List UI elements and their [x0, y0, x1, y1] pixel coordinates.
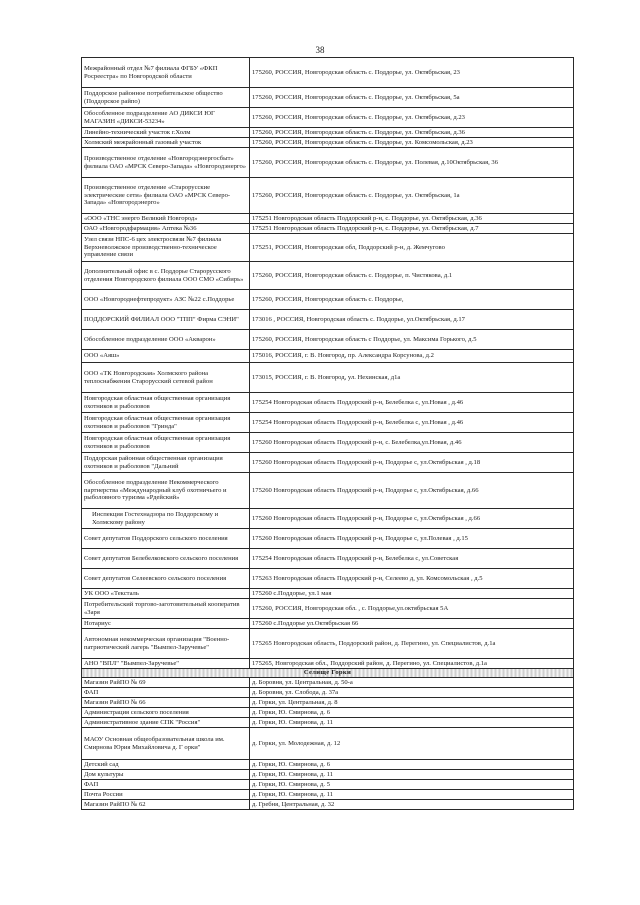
table-row — [82, 138, 574, 148]
organization-name-cell: ФАП — [82, 780, 250, 790]
section-header: Селище Горки — [82, 669, 574, 678]
address-cell: д. Горки, Ю. Смирнова, д. 11 — [250, 718, 574, 728]
organization-name-cell: Нотариус — [82, 619, 250, 629]
organization-name-cell: ООО «Аяш» — [82, 350, 250, 363]
table-row — [82, 728, 574, 760]
organization-name-cell: Линейно-технический участок г.Холм — [82, 128, 250, 138]
organization-name-cell: Магазин РайПО № 69 — [82, 678, 250, 688]
organizations-table-body — [82, 58, 574, 810]
organization-name-cell: Производственное отделение «Старорусские электрические сети» филиала ОАО «МРСК Северо-Запада» «Новгородэнерго» — [82, 178, 250, 214]
address-cell: 173015, РОССИЯ, г. В. Новгород, ул. Нехинская, д1а — [250, 363, 574, 393]
section-row — [82, 669, 574, 678]
table-row — [82, 128, 574, 138]
address-cell: 175260, РОССИЯ, Новгородская область с. Поддорье, ул. Октябрьская, д.23 — [250, 108, 574, 128]
address-cell: 173016 , РОССИЯ, Новгородская область с. Поддорье, ул.Октябрьская, д.17 — [250, 310, 574, 330]
table-row — [82, 58, 574, 88]
organization-name-cell: Совет депутатов Поддорского сельского поселения — [82, 529, 250, 549]
address-cell: 175265, Новгородская обл., Поддорский район, д. Перегино, ул. Специалистов, д.1а — [250, 659, 574, 669]
organization-name-cell: Совет депутатов Белебелковского сельского поселения — [82, 549, 250, 569]
address-cell: 175260, РОССИЯ, Новгородская область с Поддорье, ул. Максима Горького, д.5 — [250, 330, 574, 350]
organization-name-cell: Новгородская областная общественная организация охотников и рыболовов — [82, 393, 250, 413]
address-cell: 175260, РОССИЯ, Новгородская обл. , с. Поддорье,ул.октябрьская 5А — [250, 599, 574, 619]
address-cell: 175265 Новгородская область, Поддорский район, д. Перегино, ул. Специалистов, д.1а — [250, 629, 574, 659]
table-row — [82, 659, 574, 669]
organization-name-cell: ООО «ТК Новгородская» Холмского района теплоснабжения Старорусский сетевой район — [82, 363, 250, 393]
organization-name-cell: Детский сад — [82, 760, 250, 770]
address-cell: д. Боровня, ул. Центральная, д. 50-а — [250, 678, 574, 688]
organization-name-cell: Дом культуры — [82, 770, 250, 780]
table-row — [82, 393, 574, 413]
organization-name-cell: ФАП — [82, 688, 250, 698]
table-row — [82, 88, 574, 108]
organization-name-cell: Магазин РайПО № 66 — [82, 698, 250, 708]
address-cell: 175254 Новгородская область Поддорский р-н, Белебелка с, ул.Советская — [250, 549, 574, 569]
address-cell: 175260, РОССИЯ, Новгородская область с. Поддорье, ул. Комсомольская, д.23 — [250, 138, 574, 148]
address-cell: 175260 Новгородская область Поддорский р-н, Поддорье с, ул.Октябрьская , д.18 — [250, 453, 574, 473]
organization-name-cell: Межрайонный отдел №7 филиала ФГБУ «ФКП Росреестра» по Новгородской области — [82, 58, 250, 88]
organization-name-cell: Административное здание СПК "Россия" — [82, 718, 250, 728]
address-cell: 175260 с.Поддорье, ул.1 мая — [250, 589, 574, 599]
table-row — [82, 599, 574, 619]
table-row — [82, 780, 574, 790]
organization-name-cell: Поддорская районная общественная организация охотников и рыболовов "Дальний — [82, 453, 250, 473]
organization-name-cell: Обособленное подразделение Некоммерческого партнерства «Международный клуб охотничьего и рыболовного туризма «Рдейский» — [82, 473, 250, 509]
organization-name-cell: Обособленное подразделение АО ДИКСИ ЮГ МАГАЗИН «ДИКСИ-53234» — [82, 108, 250, 128]
table-row — [82, 678, 574, 688]
table-row — [82, 310, 574, 330]
table-row — [82, 800, 574, 810]
organization-name-cell: ОАО «Новгородфармация» Аптека №36 — [82, 224, 250, 234]
organization-name-cell: Новгородская областная общественная организация охотников и рыболовов — [82, 433, 250, 453]
table-row — [82, 473, 574, 509]
table-row — [82, 350, 574, 363]
address-cell: 175260 Новгородская область Поддорский р-н, Поддорье с, ул.Октябрьская, д.66 — [250, 473, 574, 509]
table-row — [82, 330, 574, 350]
table-row — [82, 718, 574, 728]
address-cell: 175260, РОССИЯ, Новгородская область с. Поддорье, ул. Октябрьская, 5а — [250, 88, 574, 108]
table-row — [82, 760, 574, 770]
page-number: 38 — [315, 45, 325, 55]
table-row — [82, 708, 574, 718]
address-cell: 175254 Новгородская область Поддорский р-н, Белебелка с, ул.Новая , д.46 — [250, 393, 574, 413]
address-cell: д. Горки, Ю. Смирнова, д. 11 — [250, 790, 574, 800]
address-cell: 175254 Новгородская область Поддорский р-н, Белебелка с, ул.Новая , д.46 — [250, 413, 574, 433]
address-cell: 175260, РОССИЯ, Новгородская область с. Поддорье, — [250, 290, 574, 310]
address-cell: д. Боровня, ул. Слобода, д. 37а — [250, 688, 574, 698]
address-cell: д. Гребня, Центральная, д. 32 — [250, 800, 574, 810]
organization-name-cell: «ООО «ТНС энерго Великий Новгород» — [82, 214, 250, 224]
address-cell: 175260 с.Поддорье ул.Октябрьская 66 — [250, 619, 574, 629]
table-row — [82, 290, 574, 310]
address-cell: 175260, РОССИЯ, Новгородская область с. Поддорье, ул. Полевая, д.10Октябрьская, 36 — [250, 148, 574, 178]
address-cell: 175263 Новгородская область Поддорский р-н, Селеево д, ул. Комсомольская , д.5 — [250, 569, 574, 589]
organization-name-cell: Почта России — [82, 790, 250, 800]
organization-name-cell: Совет депутатов Селеевского сельского поселения — [82, 569, 250, 589]
table-row — [82, 790, 574, 800]
address-cell: д. Горки, ул. Молодежная, д. 12 — [250, 728, 574, 760]
address-cell: 175251 Новгородская область Поддорский р-н, с. Поддорье, ул. Октябрьская, д.7 — [250, 224, 574, 234]
organization-name-cell: Узел связи НПС-6 цех электросвязи №7 филиала Верхневолжское производственно-техническое управление связи — [82, 234, 250, 262]
table-row — [82, 224, 574, 234]
table-row — [82, 262, 574, 290]
table-row — [82, 589, 574, 599]
table-row — [82, 413, 574, 433]
organization-name-cell: Администрация сельского поселения — [82, 708, 250, 718]
address-cell: 175260, РОССИЯ, Новгородская область с. Поддорье, п. Чистякова, д.1 — [250, 262, 574, 290]
table-row — [82, 214, 574, 224]
address-cell: 175260 Новгородская область Поддорский р-н, Поддорье с, ул.Октябрьская , д.66 — [250, 509, 574, 529]
organization-name-cell: Магазин РайПО № 62 — [82, 800, 250, 810]
table-row — [82, 234, 574, 262]
organization-name-cell: АНО "ВПЛ" "Вымпел-Заручевье" — [82, 659, 250, 669]
address-cell: 175251 Новгородская область Поддорский р-н, с. Поддорье, ул. Октябрьская, д.36 — [250, 214, 574, 224]
address-cell: д. Горки, ул. Центральная, д. 8 — [250, 698, 574, 708]
address-cell: 175260 Новгородская область Поддорский р-н, с. Белебелка,ул.Новая, д.46 — [250, 433, 574, 453]
table-row — [82, 108, 574, 128]
address-cell: д. Горки, Ю. Смирнова, д. 6 — [250, 760, 574, 770]
address-cell: 175016, РОССИЯ, г. В. Новгород, пр. Александра Корсунова, д.2 — [250, 350, 574, 363]
table-row — [82, 433, 574, 453]
organization-name-cell: Холмский межрайонный газовый участок — [82, 138, 250, 148]
organization-name-cell: МАОУ Основная общеобразовательная школа им. Смирнова Юрия Михайловича д. Г орки" — [82, 728, 250, 760]
organization-name-cell: Потребительский торгово-заготовительный кооператив «Заря — [82, 599, 250, 619]
address-cell: д. Горки, Ю. Смирнова, д. 11 — [250, 770, 574, 780]
address-cell: 175260, РОССИЯ, Новгородская область с. Поддорье, ул. Октябрьская, 1а — [250, 178, 574, 214]
organization-name-cell: Дополнительный офис в с. Поддорье Старорусского отделения Новгородского филиала ООО СМО «Сибирь» — [82, 262, 250, 290]
address-cell: д. Горки, Ю. Смирнова, д. 5 — [250, 780, 574, 790]
table-row — [82, 688, 574, 698]
table-row — [82, 363, 574, 393]
organization-name-cell: Производственное отделение «Новгородэнергосбыт» филиала ОАО «МРСК Северо-Запада» «Новгородэнерго» — [82, 148, 250, 178]
table-row — [82, 529, 574, 549]
table-row — [82, 629, 574, 659]
address-cell: 175251, РОССИЯ, Новгородская обл, Поддорский р-н, д. Жемчугово — [250, 234, 574, 262]
table-row — [82, 178, 574, 214]
table-row — [82, 453, 574, 473]
table-row — [82, 509, 574, 529]
organization-name-cell: УК ООО «Тексталь — [82, 589, 250, 599]
organization-name-cell: Автономная некоммерческая организация "Военно-патриотический лагерь "Вымпел-Заручевье" — [82, 629, 250, 659]
organization-name-cell: ПОДДОРСКИЙ ФИЛИАЛ ООО "ТПП" Фирма СЭНИ" — [82, 310, 250, 330]
organization-name-cell: Обособленное подразделение ООО «Акварон» — [82, 330, 250, 350]
organization-name-cell: Поддорское районное потребительское общество (Поддорское райпо) — [82, 88, 250, 108]
organization-name-cell: Инспекция Гостехнадзора по Поддорскому и Холмскому району — [82, 509, 250, 529]
organization-name-cell: Новгородская областная общественная организация охотников и рыболовов "Гринда" — [82, 413, 250, 433]
address-cell: д. Горки, Ю. Смирнова, д. 6 — [250, 708, 574, 718]
address-cell: 175260, РОССИЯ, Новгородская область с. Поддорье, ул. Октябрьская, 23 — [250, 58, 574, 88]
table-row — [82, 569, 574, 589]
table-row — [82, 698, 574, 708]
address-cell: 175260, РОССИЯ, Новгородская область с. Поддорье, ул. Октябрьская, д.36 — [250, 128, 574, 138]
table-row — [82, 619, 574, 629]
organization-name-cell: ООО «Новгороднефтепродукт» АЗС №22 с.Поддорье — [82, 290, 250, 310]
organizations-table — [81, 57, 574, 810]
table-row — [82, 549, 574, 569]
address-cell: 175260 Новгородская область Поддорский р-н, Поддорье с, ул.Полевая , д.15 — [250, 529, 574, 549]
table-row — [82, 770, 574, 780]
table-row — [82, 148, 574, 178]
